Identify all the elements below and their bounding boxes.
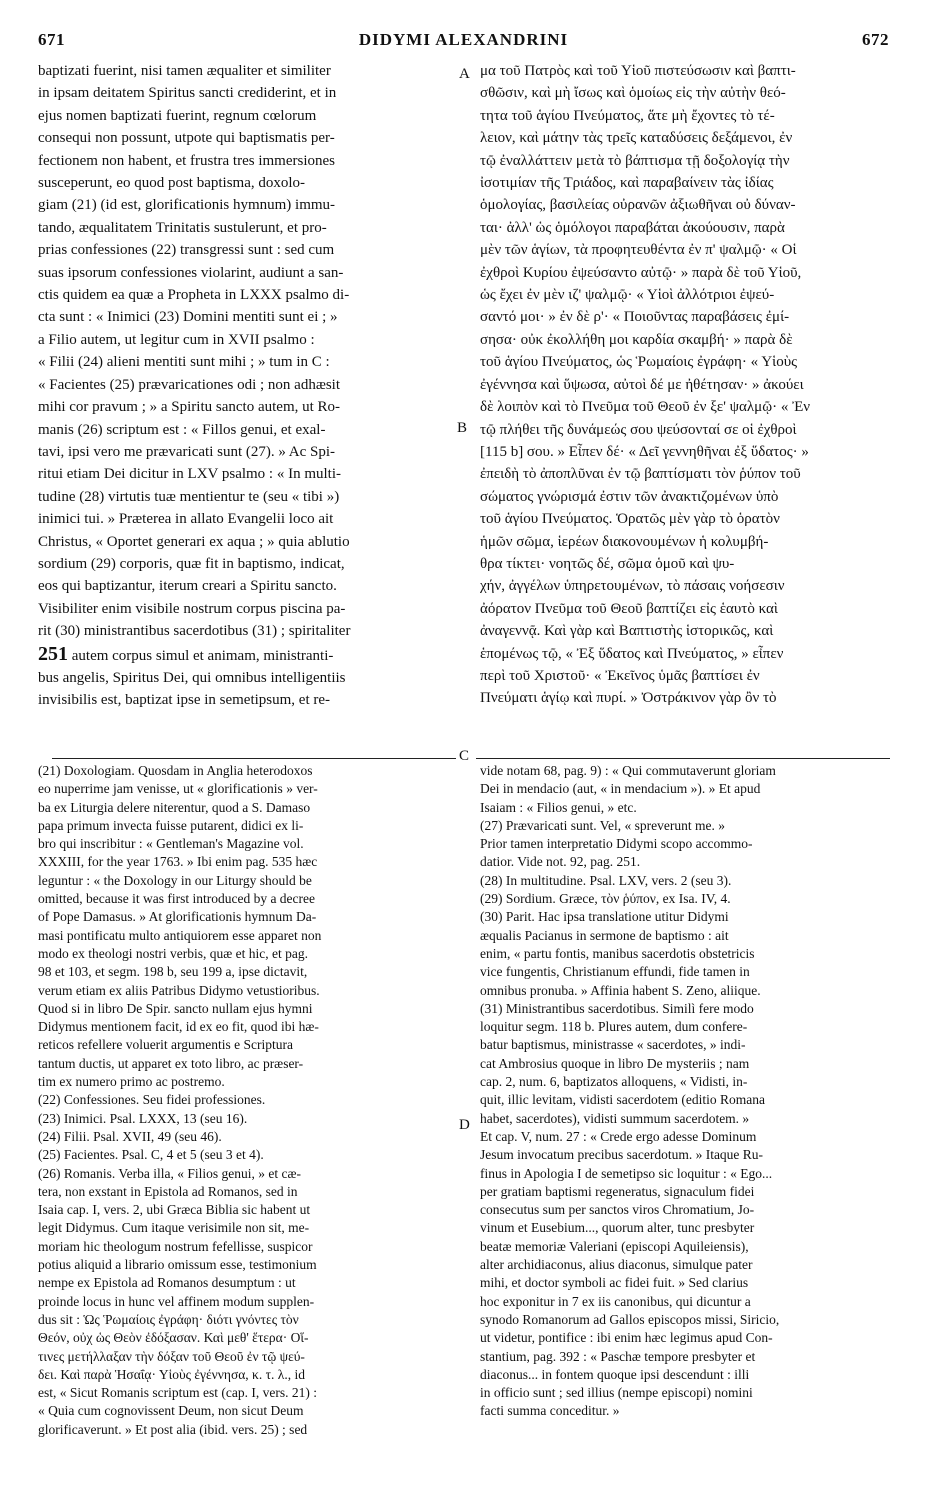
- section-marker-a: A: [459, 66, 470, 82]
- line-text: finus in Apologia I de semetipso sic loquitur : « Ego...: [480, 1165, 773, 1181]
- footnote-divider-left: [52, 758, 456, 759]
- line-text: tim ex numero primo ac postremo.: [38, 1074, 225, 1090]
- line-text: « Facientes (25) prævaricationes odi ; non adhæsit: [38, 376, 341, 393]
- line-text: ὡς ἔχει ἐν μὲν ιζ' ψαλμῷ· « Υἱοὶ ἀλλότριοι ἐψεύ-: [480, 287, 775, 304]
- line-text: Isaia cap. I, vers. 2, ubi Græca Biblia sic habent ut: [38, 1202, 311, 1218]
- line-text: Dei in mendacio (aut, « in mendacium »). » Et apud: [480, 781, 761, 797]
- text-line: [38, 762, 458, 780]
- line-text: rit (30) ministrantibus sacerdotibus (31) ; spiritaliter: [38, 623, 351, 640]
- text-line: [480, 1000, 892, 1018]
- line-text: τῷ πλήθει τῆς δυνάμεώς σου ψεύσονταί σε οἱ ἐχθροὶ: [480, 421, 797, 438]
- text-line: [38, 853, 458, 871]
- line-text: ut videtur, pontifice : ibi enim hæc legimus apud Con-: [480, 1330, 773, 1346]
- line-text: (28) In multitudine. Psal. LXV, vers. 2 (seu 3).: [480, 872, 732, 888]
- text-line: [38, 1000, 458, 1018]
- line-text: τοῦ ἁγίου Πνεύματος, ὡς Ῥωμαίοις ἐγράφη· « Υἱοὺς: [480, 354, 798, 371]
- line-text: tavi, ipsi vero me prævaricati sunt (27). » Ac Spi-: [38, 443, 336, 460]
- line-text: papa primum invecta fuisse putarent, didici ex li-: [38, 817, 304, 833]
- text-line: [480, 665, 890, 687]
- line-text: consequi non possunt, utpote qui baptismatis per-: [38, 130, 335, 147]
- text-line: [38, 1018, 458, 1036]
- text-line: [38, 890, 458, 908]
- text-line: [38, 1311, 458, 1329]
- line-text: tudine (28) virtutis tuæ mentientur te (seu « tibi »): [38, 488, 340, 505]
- line-text: Θεόν, οὐχ ὡς Θεὸν ἐδόξασαν. Καὶ μεθ' ἕτερα· Οἵ-: [38, 1330, 309, 1346]
- line-text: eo nuperrime jam venisse, ut « glorificationis » ver-: [38, 781, 318, 797]
- text-line: [480, 1238, 892, 1256]
- line-text: in ipsam deitatem Spiritus sancti crediderint, et in: [38, 85, 337, 102]
- line-text: τητα τοῦ ἁγίου Πνεύματος, ἅτε μὴ ἔχοντες τὸ τέ-: [480, 107, 775, 124]
- text-line: [38, 508, 458, 530]
- line-text: potius aliquid a librario omissum esse, testimonium: [38, 1257, 317, 1273]
- text-line: [480, 463, 890, 485]
- text-line: [38, 1183, 458, 1201]
- text-line: [38, 374, 458, 396]
- text-line: [38, 963, 458, 981]
- margin-page-number: 251: [38, 642, 68, 665]
- line-text: τῷ ἐναλλάττειν μετὰ τὸ βάπτισμα τῇ δοξολογίᾳ τὴν: [480, 152, 790, 169]
- text-line: [480, 1329, 892, 1347]
- text-line: [38, 82, 458, 104]
- text-line: [480, 262, 890, 284]
- line-text: of Pope Damasus. » At glorificationis hymnum Da-: [38, 909, 317, 925]
- text-line: [480, 1128, 892, 1146]
- text-line: [38, 329, 458, 351]
- text-line: [480, 1402, 892, 1420]
- line-text: cap. 2, num. 6, baptizatos alloquens, « Vidisti, in-: [480, 1074, 748, 1090]
- text-line: [38, 1110, 458, 1128]
- text-line: [480, 853, 892, 871]
- line-text: est, « Sicut Romanis scriptum est (cap. I, vers. 21) :: [38, 1385, 317, 1401]
- text-line: [38, 150, 458, 172]
- line-text: tando, æqualitatem Trinitatis sustulerunt, et pro-: [38, 219, 327, 236]
- text-line: [38, 441, 458, 463]
- text-line: [38, 872, 458, 890]
- text-line: [480, 1293, 892, 1311]
- text-line: [38, 1384, 458, 1402]
- text-line: [480, 127, 890, 149]
- text-line: [480, 508, 890, 530]
- footnote-divider-right: [476, 758, 890, 759]
- text-line: [38, 1329, 458, 1347]
- line-text: habet, sacerdotes), vidisti summum sacerdotem. »: [480, 1110, 750, 1126]
- line-text: enim, « partu fontis, manibus sacerdotis obstetricis: [480, 945, 755, 961]
- text-line: [38, 531, 458, 553]
- line-text: (24) Filii. Psal. XVII, 49 (seu 46).: [38, 1128, 222, 1144]
- line-text: susceperunt, eo quod post baptisma, doxolo-: [38, 175, 306, 192]
- text-line: [480, 419, 890, 441]
- text-line: [38, 945, 458, 963]
- text-line: [38, 1219, 458, 1237]
- text-line: [38, 620, 458, 642]
- line-text: verum etiam ex aliis Patribus Didymo vetustioribus.: [38, 982, 320, 998]
- text-line: [480, 890, 892, 908]
- line-text: ἑπομένως τῷ, « Ἐξ ὕδατος καὶ Πνεύματος, » εἶπεν: [480, 645, 784, 662]
- text-line: [480, 927, 892, 945]
- line-text: bus angelis, Spiritus Dei, qui omnibus intelligentiis: [38, 669, 346, 686]
- line-text: [115 b] σου. » Εἶπεν δέ· « Δεῖ γεννηθῆναι ἐξ ὕδατος· »: [480, 443, 809, 460]
- text-line: [480, 963, 892, 981]
- line-text: baptizati fuerint, nisi tamen æqualiter et similiter: [38, 63, 331, 79]
- text-line: [38, 817, 458, 835]
- text-line: [480, 1311, 892, 1329]
- text-line: [480, 60, 890, 82]
- text-line: [38, 194, 458, 216]
- text-line: [38, 835, 458, 853]
- line-text: σώματος γνώρισμά ἐστιν τῶν ἀνακτιζομένων ὑπὸ: [480, 488, 779, 505]
- line-text: χήν, ἀγγέλων ὑπηρετουμένων, τὸ πάσαις νοήσεσιν: [480, 578, 785, 595]
- line-text: ἐχθροὶ Κυρίου ἐψεύσαντο αὐτῷ· » παρὰ δὲ τοῦ Υἱοῦ,: [480, 264, 802, 281]
- text-line: [38, 1238, 458, 1256]
- text-line: [38, 1146, 458, 1164]
- text-line: [38, 598, 458, 620]
- text-line: [480, 643, 890, 665]
- line-text: σαντό μοι· » ἐν δὲ ρ'· « Ποιοῦντας παραβάσεις ἐμί-: [480, 309, 790, 326]
- text-line: [480, 172, 890, 194]
- line-text: suas ipsorum confessiones violarint, audiunt a san-: [38, 264, 344, 281]
- line-text: vinum et Eusebium..., quorum alter, tunc presbyter: [480, 1220, 755, 1236]
- line-text: σησα· οὐκ ἐκολλήθη μοι καρδία σκαμβή· » παρὰ δὲ: [480, 331, 793, 348]
- line-text: (27) Prævaricati sunt. Vel, « spreverunt me. »: [480, 817, 725, 833]
- text-line: [480, 1201, 892, 1219]
- text-line: [38, 667, 458, 689]
- section-marker-d: D: [459, 1117, 470, 1133]
- text-line: [480, 284, 890, 306]
- text-line: [38, 284, 458, 306]
- line-text: Didymus mentionem facit, id ex eo fit, quod ibi hæ-: [38, 1019, 319, 1035]
- line-text: autem corpus simul et animam, ministranti-: [71, 647, 334, 664]
- line-text: per gratiam baptismi regeneratus, signaculum fidei: [480, 1183, 755, 1199]
- text-line: [38, 1366, 458, 1384]
- line-text: masi pontificatu multo antiquiorem esse apparet non: [38, 927, 322, 943]
- text-line: [480, 1256, 892, 1274]
- text-line: [480, 441, 890, 463]
- page-number-right: 672: [862, 30, 889, 49]
- text-line: [480, 762, 892, 780]
- text-line: [38, 1348, 458, 1366]
- text-line: [480, 1146, 892, 1164]
- line-text: nempe ex Epistola ad Romanos desumptum : ut: [38, 1275, 296, 1291]
- line-text: δὲ λοιπὸν καὶ τὸ Πνεῦμα τοῦ Θεοῦ ἐν ξε' ψαλμῷ· « Ἐν: [480, 399, 811, 416]
- text-line: [38, 1128, 458, 1146]
- line-text: Jesum invocatum precibus sacerdotum. » Itaque Ru-: [480, 1147, 764, 1163]
- line-text: (30) Parit. Hac ipsa translatione utitur Didymi: [480, 909, 729, 925]
- line-text: (21) Doxologiam. Quosdam in Anglia heterodoxos: [38, 763, 313, 778]
- line-text: moriam hic theologum nostrum fefellisse, suspicor: [38, 1238, 313, 1254]
- text-line: [38, 419, 458, 441]
- text-line: [38, 396, 458, 418]
- line-text: glorificaverunt. » Et post alia (ibid. vers. 25) ; sed: [38, 1421, 308, 1437]
- line-text: prias confessiones (22) transgressi sunt : sed cum: [38, 242, 335, 259]
- line-text: Visibiliter enim visibile nostrum corpus piscina pa-: [38, 600, 346, 617]
- text-line: [480, 817, 892, 835]
- line-text: alter archidiaconus, alius diaconus, simulque pater: [480, 1257, 753, 1273]
- text-line: [38, 306, 458, 328]
- text-line: [38, 1421, 458, 1439]
- text-line: [38, 799, 458, 817]
- text-line: [38, 1402, 458, 1420]
- text-line: [480, 1055, 892, 1073]
- text-line: [38, 1073, 458, 1091]
- text-line: [38, 262, 458, 284]
- text-line: [38, 1274, 458, 1292]
- line-text: ctis quidem ea quæ a Propheta in LXXX psalmo di-: [38, 287, 350, 304]
- line-text: mihi cor pravum ; » a Spiritu sancto autem, ut Ro-: [38, 399, 341, 416]
- text-line: [38, 60, 458, 82]
- line-text: ἐγέννησα καὶ ὕψωσα, αὐτοὶ δέ με ἠθέτησαν· » ἀκούει: [480, 376, 804, 393]
- page-header: [0, 30, 927, 60]
- line-text: datior. Vide not. 92, pag. 251.: [480, 854, 641, 870]
- text-line: [480, 1348, 892, 1366]
- text-line: [38, 239, 458, 261]
- line-text: ται· ἀλλ' ὡς ὁμόλογοι παραβάται ἀκούουσιν, παρὰ: [480, 219, 785, 236]
- line-text: Et cap. V, num. 27 : « Crede ergo adesse Dominum: [480, 1128, 757, 1144]
- line-text: modo ex theologi nostri verbis, quæ et hic, et pag.: [38, 945, 308, 961]
- text-line: [480, 486, 890, 508]
- line-text: (23) Inimici. Psal. LXXX, 13 (seu 16).: [38, 1110, 248, 1126]
- text-line: [480, 982, 892, 1000]
- line-text: ἐπειδὴ τὸ ἀποπλῦναι ἐν τῷ βαπτίσματι τὸν ῥύπον τοῦ: [480, 466, 801, 483]
- latin-text-column: [38, 60, 458, 712]
- text-line: [480, 82, 890, 104]
- text-line: [480, 1036, 892, 1054]
- line-text: vide notam 68, pag. 9) : « Qui commutaverunt gloriam: [480, 763, 776, 778]
- line-text: eos qui baptizantur, iterum creari a Spiritu sancto.: [38, 578, 337, 595]
- text-line: [38, 908, 458, 926]
- text-line: [480, 105, 890, 127]
- line-text: Isaiam : « Filios genui, » etc.: [480, 799, 637, 815]
- text-line: [38, 1256, 458, 1274]
- line-text: μὲν τῶν ἁγίων, τὰ προφητευθέντα ἐν π' ψαλμῷ· « Οἱ: [480, 242, 797, 259]
- line-text: ἡμῶν σῶμα, ἱερέων διακονουμένων ἡ κολυμβή-: [480, 533, 769, 550]
- line-text: (26) Romanis. Verba illa, « Filios genui, » et cæ-: [38, 1165, 301, 1181]
- line-text: λειον, καὶ μάτην τὰς τρεῖς καταδύσεις δεξάμενοι, ἐν: [480, 130, 793, 147]
- text-line: [480, 598, 890, 620]
- line-text: « Quia cum cognovissent Deum, non sicut Deum: [38, 1403, 304, 1419]
- line-text: reticos refellere voluerit argumentis e Scriptura: [38, 1037, 294, 1053]
- line-text: τινες μετήλλαξαν τὴν δόξαν τοῦ Θεοῦ ἐν τῷ ψεύ-: [38, 1348, 305, 1364]
- line-text: omnibus pronuba. » Affinia habent S. Zeno, aliique.: [480, 982, 761, 998]
- text-line: [480, 329, 890, 351]
- line-text: quit, illic levitam, vidisti sacerdotem (editio Romana: [480, 1092, 765, 1108]
- text-line: [480, 780, 892, 798]
- text-line: [480, 1165, 892, 1183]
- text-line: [480, 1384, 892, 1402]
- greek-text-column: [480, 60, 890, 710]
- text-line: [480, 1274, 892, 1292]
- footnotes-right-column: [480, 762, 892, 1421]
- section-marker-c: C: [459, 748, 470, 764]
- line-text: diaconus... in fontem quoque ipsi descendunt : illi: [480, 1366, 750, 1382]
- text-line: [38, 1293, 458, 1311]
- line-text: θρα τίκτει· νοητῶς δέ, σῶμα ὁμοῦ καὶ ψυ-: [480, 555, 735, 572]
- text-line: [480, 620, 890, 642]
- text-line: [38, 780, 458, 798]
- text-line: [480, 1110, 892, 1128]
- text-line: [38, 927, 458, 945]
- line-text: ba ex Liturgia delere niterentur, quod a S. Damaso: [38, 799, 311, 815]
- text-line: [38, 689, 458, 711]
- line-text: giam (21) (id est, glorificationis hymnum) immu-: [38, 197, 336, 214]
- text-line: [38, 575, 458, 597]
- line-text: ἀόρατον Πνεῦμα τοῦ Θεοῦ βαπτίζει εἰς ἑαυτὸ καὶ: [480, 600, 778, 617]
- line-text: ἀναγεννᾷ. Καὶ γὰρ καὶ Βαπτιστὴς ἱστορικῶς, καὶ: [480, 623, 774, 640]
- line-text: σθῶσιν, καὶ μὴ ἴσως καὶ ὁμοίως εἰς τὴν αὐτὴν θεό-: [480, 85, 786, 102]
- line-text: dus sit : Ὡς Ῥωμαίοις ἐγράφη· διότι γνόντες τὸν: [38, 1311, 299, 1327]
- line-text: legit Didymus. Cum itaque verisimile non sit, me-: [38, 1220, 310, 1236]
- line-text: a Filio autem, ut legitur cum in XVII psalmo :: [38, 331, 315, 348]
- text-line: [38, 553, 458, 575]
- line-text: Prior tamen interpretatio Didymi scopo accommo-: [480, 836, 753, 852]
- line-text: 98 et 103, et segm. 198 b, seu 199 a, ipse dictavit,: [38, 964, 308, 980]
- line-text: cat Ambrosius quoque in libro De mysteriis ; nam: [480, 1055, 750, 1071]
- line-text: hoc exponitur in 7 ex iis canonibus, qui dicuntur a: [480, 1293, 751, 1309]
- line-text: sordium (29) corporis, quæ fit in baptismo, indicat,: [38, 555, 345, 572]
- line-text: δει. Καὶ παρὰ Ἡσαΐᾳ· Υἱοὺς ἐγέννησα, κ. τ. λ., id: [38, 1366, 305, 1382]
- text-line: [480, 351, 890, 373]
- text-line: [480, 835, 892, 853]
- text-line: [480, 872, 892, 890]
- line-text: tera, non exstant in Epistola ad Romanos, sed in: [38, 1183, 298, 1199]
- running-title: DIDYMI ALEXANDRINI: [358, 30, 569, 49]
- line-text: περὶ τοῦ Χριστοῦ· « Ἐκεῖνος ὑμᾶς βαπτίσει ἐν: [480, 667, 760, 684]
- line-text: vice fungentis, Christianum effundi, fide tamen in: [480, 964, 750, 980]
- text-line: [38, 1055, 458, 1073]
- text-line: [38, 1091, 458, 1109]
- line-text: omitted, because it was first introduced by a decree: [38, 891, 316, 907]
- text-line: [480, 1091, 892, 1109]
- text-line: [38, 982, 458, 1000]
- line-text: manis (26) scriptum est : « Fillos genui, et exal-: [38, 421, 326, 438]
- text-line: [480, 908, 892, 926]
- page-number-left: 671: [38, 30, 65, 49]
- line-text: (29) Sordium. Græce, τὸν ῥύπον, ex Isa. IV, 4.: [480, 891, 731, 907]
- text-line: [38, 351, 458, 373]
- line-text: ejus nomen baptizati fuerint, regnum cœlorum: [38, 107, 317, 124]
- line-text: « Filii (24) alieni mentiti sunt mihi ; » tum in C :: [38, 354, 330, 371]
- text-line: [38, 1036, 458, 1054]
- line-text: τοῦ ἁγίου Πνεύματος. Ὁρατῶς μὲν γὰρ τὸ ὁρατὸν: [480, 511, 780, 528]
- text-line: [480, 1018, 892, 1036]
- line-text: proinde locus in hunc vel affinem modum supplen-: [38, 1293, 315, 1309]
- line-text: æqualis Pacianus in sermone de baptismo : ait: [480, 927, 729, 943]
- text-line: [480, 1366, 892, 1384]
- footnotes-left-column: [38, 762, 458, 1439]
- line-text: beatæ memoriæ Valeriani (episcopi Aquileiensis),: [480, 1238, 749, 1254]
- line-text: ὁμολογίας, βασιλείας οὐρανῶν ἀξιωθῆναι οὐ δύναν-: [480, 197, 796, 214]
- text-line: [38, 1165, 458, 1183]
- section-marker-b: B: [457, 420, 468, 436]
- text-line: [38, 486, 458, 508]
- text-line: [480, 396, 890, 418]
- line-text: cta sunt : « Inimici (23) Domini mentiti sunt ei ; »: [38, 309, 338, 326]
- text-line: [480, 1073, 892, 1091]
- line-text: Christus, « Oportet generari ex aqua ; » quia ablutio: [38, 533, 350, 550]
- line-text: synodo Romanorum ad Gallos episcopos missi, Siricio,: [480, 1311, 780, 1327]
- text-line: [480, 945, 892, 963]
- text-line: [480, 306, 890, 328]
- line-text: stantium, pag. 392 : « Paschæ tempore presbyter et: [480, 1348, 756, 1364]
- line-text: XXXIII, for the year 1763. » Ibi enim pag. 535 hæc: [38, 854, 318, 870]
- line-text: Quod si in libro De Spir. sancto nullam ejus hymni: [38, 1000, 313, 1016]
- text-line: [480, 799, 892, 817]
- line-text: batur baptismus, ministrasse « sacerdotes, » indi-: [480, 1037, 746, 1053]
- text-line: [480, 553, 890, 575]
- line-text: (25) Facientes. Psal. C, 4 et 5 (seu 3 et 4).: [38, 1147, 264, 1163]
- text-line: [480, 575, 890, 597]
- text-line: [480, 531, 890, 553]
- line-text: leguntur : « the Doxology in our Liturgy should be: [38, 872, 312, 888]
- text-line: [480, 194, 890, 216]
- text-line: [38, 463, 458, 485]
- line-text: bro qui inscribitur : « Gentleman's Magazine vol.: [38, 836, 304, 852]
- line-text: Πνεύματι ἁγίῳ καὶ πυρί. » Ὀστράκινον γὰρ ὂν τὸ: [480, 690, 777, 707]
- line-text: facti summa conceditur. »: [480, 1403, 620, 1419]
- text-line: [480, 374, 890, 396]
- line-text: inimici tui. » Præterea in allato Evangelii loco ait: [38, 511, 334, 528]
- line-text: mihi, et doctor symboli ac fidei fuit. » Sed clarius: [480, 1275, 749, 1291]
- text-line: [480, 150, 890, 172]
- text-line: [480, 1183, 892, 1201]
- text-line: [38, 127, 458, 149]
- line-text: ritui etiam Dei dicitur in LXV psalmo : « In multi-: [38, 466, 342, 483]
- line-text: fectionem non habent, et frustra tres immersiones: [38, 152, 335, 169]
- text-line: [38, 643, 458, 667]
- line-text: (31) Ministrantibus sacerdotibus. Similì fere modo: [480, 1000, 754, 1016]
- text-line: [480, 687, 890, 709]
- text-line: [38, 172, 458, 194]
- text-line: [38, 217, 458, 239]
- text-line: [480, 217, 890, 239]
- line-text: loquitur segm. 118 b. Plures autem, dum confere-: [480, 1019, 748, 1035]
- text-line: [480, 1219, 892, 1237]
- line-text: consecutus sum per sanctos viros Chromatium, Jo-: [480, 1202, 755, 1218]
- line-text: in officio sunt ; sed illius (nempe episcopi) nomini: [480, 1385, 753, 1401]
- line-text: (22) Confessiones. Seu fidei professiones.: [38, 1092, 266, 1108]
- line-text: tantum ductis, ut apparet ex toto libro, ac præser-: [38, 1055, 304, 1071]
- line-text: μα τοῦ Πατρὸς καὶ τοῦ Υἱοῦ πιστεύσωσιν καὶ βαπτι-: [480, 63, 796, 79]
- text-line: [38, 105, 458, 127]
- line-text: invisibilis est, baptizat ipse in semetipsum, et re-: [38, 692, 331, 709]
- line-text: ἰσοτιμίαν τῆς Τριάδος, καὶ παραβαίνειν τὰς ἰδίας: [480, 175, 774, 192]
- text-line: [38, 1201, 458, 1219]
- text-line: [480, 239, 890, 261]
